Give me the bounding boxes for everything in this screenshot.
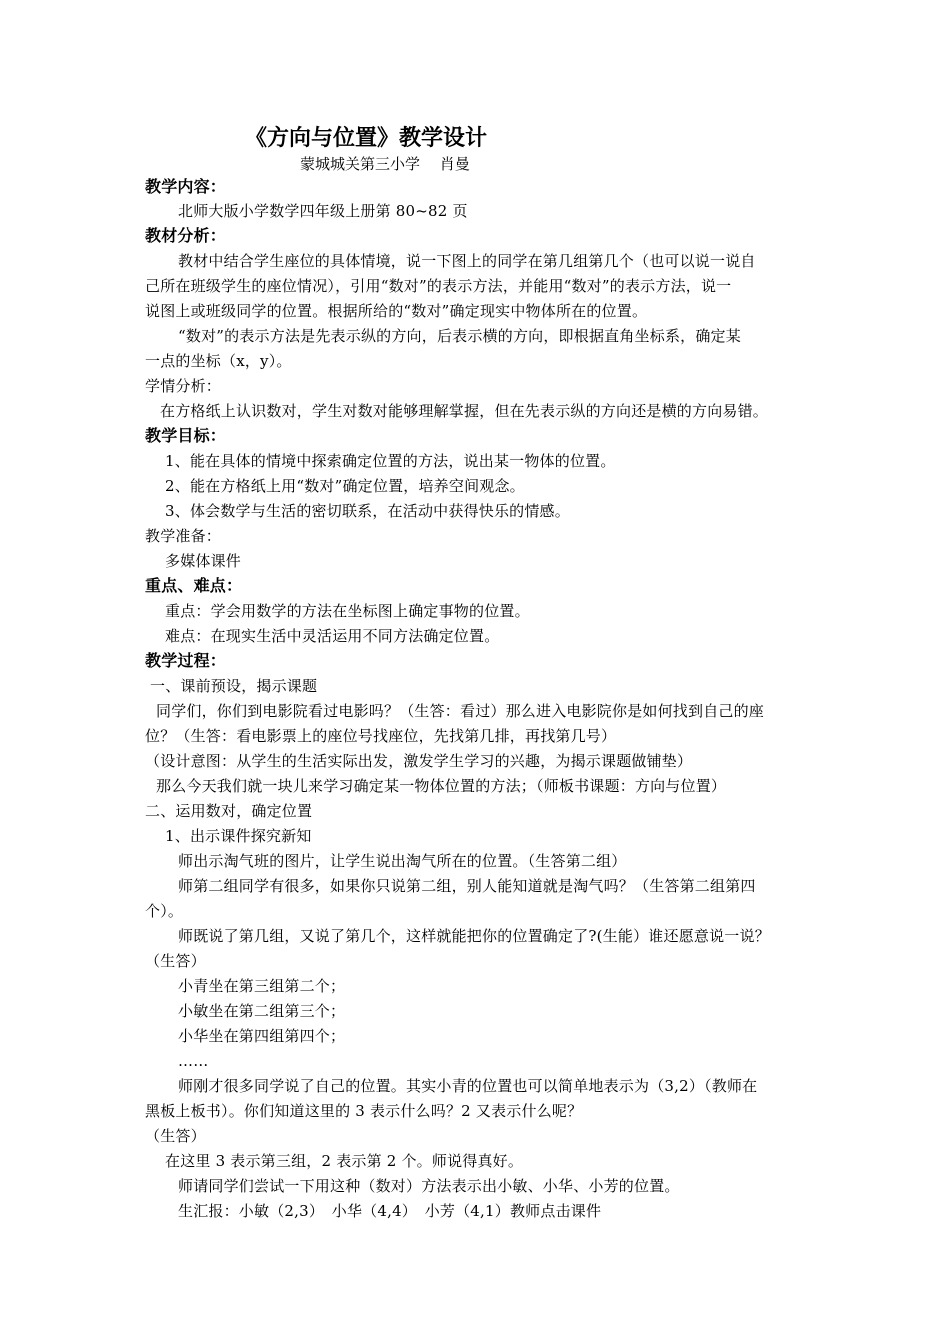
text-line: 黑板上板书）。你们知道这里的 3 表示什么吗？2 又表示什么呢？	[145, 1102, 583, 1120]
text-line: （生答）	[145, 1127, 206, 1145]
text-line: 个）。	[145, 902, 184, 920]
document-title: 《方向与位置》教学设计	[245, 125, 488, 151]
text-line: 小华坐在第四组第四个；	[178, 1027, 346, 1045]
text-line: 己所在班级学生的座位情况），引用“数对”的表示方法，并能用“数对”的表示方法，说一	[145, 277, 732, 295]
text-line: “数对”的表示方法是先表示纵的方向，后表示横的方向，即根据直角坐标系，确定某	[178, 327, 741, 345]
text-line: 小青坐在第三组第二个；	[178, 977, 346, 995]
text-line: （设计意图：从学生的生活实际出发，激发学生学习的兴趣，为揭示课题做铺垫）	[145, 752, 693, 770]
text-line: （生答）	[145, 952, 206, 970]
text-line: 师第二组同学有很多，如果你只说第二组，别人能知道就是淘气吗？（生答第二组第四	[178, 877, 756, 895]
heading-preparation: 教学准备：	[145, 527, 222, 545]
heading-analysis: 教材分析：	[145, 226, 227, 245]
text-line: 说图上或班级同学的位置。根据所给的“数对”确定现实中物体所在的位置。	[145, 302, 648, 320]
document-author: 蒙城城关第三小学 肖曼	[300, 155, 470, 173]
heading-key-points: 重点、难点：	[145, 576, 243, 595]
text-line: 二、运用数对，确定位置	[145, 802, 313, 820]
text-line: 在这里 3 表示第三组，2 表示第 2 个。师说得真好。	[165, 1152, 524, 1170]
text-line: 多媒体课件	[165, 552, 242, 570]
text-line: 在方格纸上认识数对，学生对数对能够理解掌握，但在先表示纵的方向还是横的方向易错。	[160, 402, 769, 420]
text-line: 2、能在方格纸上用“数对”确定位置，培养空间观念。	[165, 477, 525, 495]
text-line: 重点：学会用数学的方法在坐标图上确定事物的位置。	[165, 602, 530, 620]
text-line: 难点：在现实生活中灵活运用不同方法确定位置。	[165, 627, 500, 645]
heading-content: 教学内容：	[145, 177, 227, 196]
text-line: 1、能在具体的情境中探索确定位置的方法，说出某一物体的位置。	[165, 452, 616, 470]
text-line: 1、出示课件探究新知	[165, 827, 312, 845]
text-line: 3、体会数学与生活的密切联系，在活动中获得快乐的情感。	[165, 502, 570, 520]
text-line: 一点的坐标（x，y）。	[145, 352, 292, 370]
text-line: 师请同学们尝试一下用这种（数对）方法表示出小敏、小华、小芳的位置。	[178, 1177, 680, 1195]
text-line: 北师大版小学数学四年级上册第 80~82 页	[178, 202, 468, 220]
text-line: 同学们，你们到电影院看过电影吗？（生答：看过）那么进入电影院你是如何找到自己的座	[156, 702, 765, 720]
text-line: 教材中结合学生座位的具体情境，说一下图上的同学在第几组第几个（也可以说一说自	[178, 252, 756, 270]
heading-process: 教学过程：	[145, 651, 227, 670]
text-line: 师刚才很多同学说了自己的位置。其实小青的位置也可以简单地表示为（3,2）（教师在	[178, 1077, 758, 1095]
text-line: 生汇报：小敏（2,3） 小华（4,4） 小芳（4,1）教师点击课件	[178, 1202, 602, 1220]
text-line: 师出示淘气班的图片，让学生说出淘气所在的位置。（生答第二组）	[178, 852, 627, 870]
text-line: 位？（生答：看电影票上的座位号找座位，先找第几排，再找第几号）	[145, 727, 617, 745]
heading-student-analysis: 学情分析：	[145, 377, 222, 395]
text-line: 那么今天我们就一块儿来学习确定某一物体位置的方法；（师板书课题：方向与位置）	[156, 777, 727, 795]
heading-goals: 教学目标：	[145, 426, 227, 445]
text-line: 小敏坐在第二组第三个；	[178, 1002, 346, 1020]
text-line: 师既说了第几组，又说了第几个，这样就能把你的位置确定了?(生能）谁还愿意说一说？	[178, 927, 770, 945]
text-line: 一、课前预设，揭示课题	[150, 677, 318, 695]
text-line: ……	[178, 1052, 209, 1070]
